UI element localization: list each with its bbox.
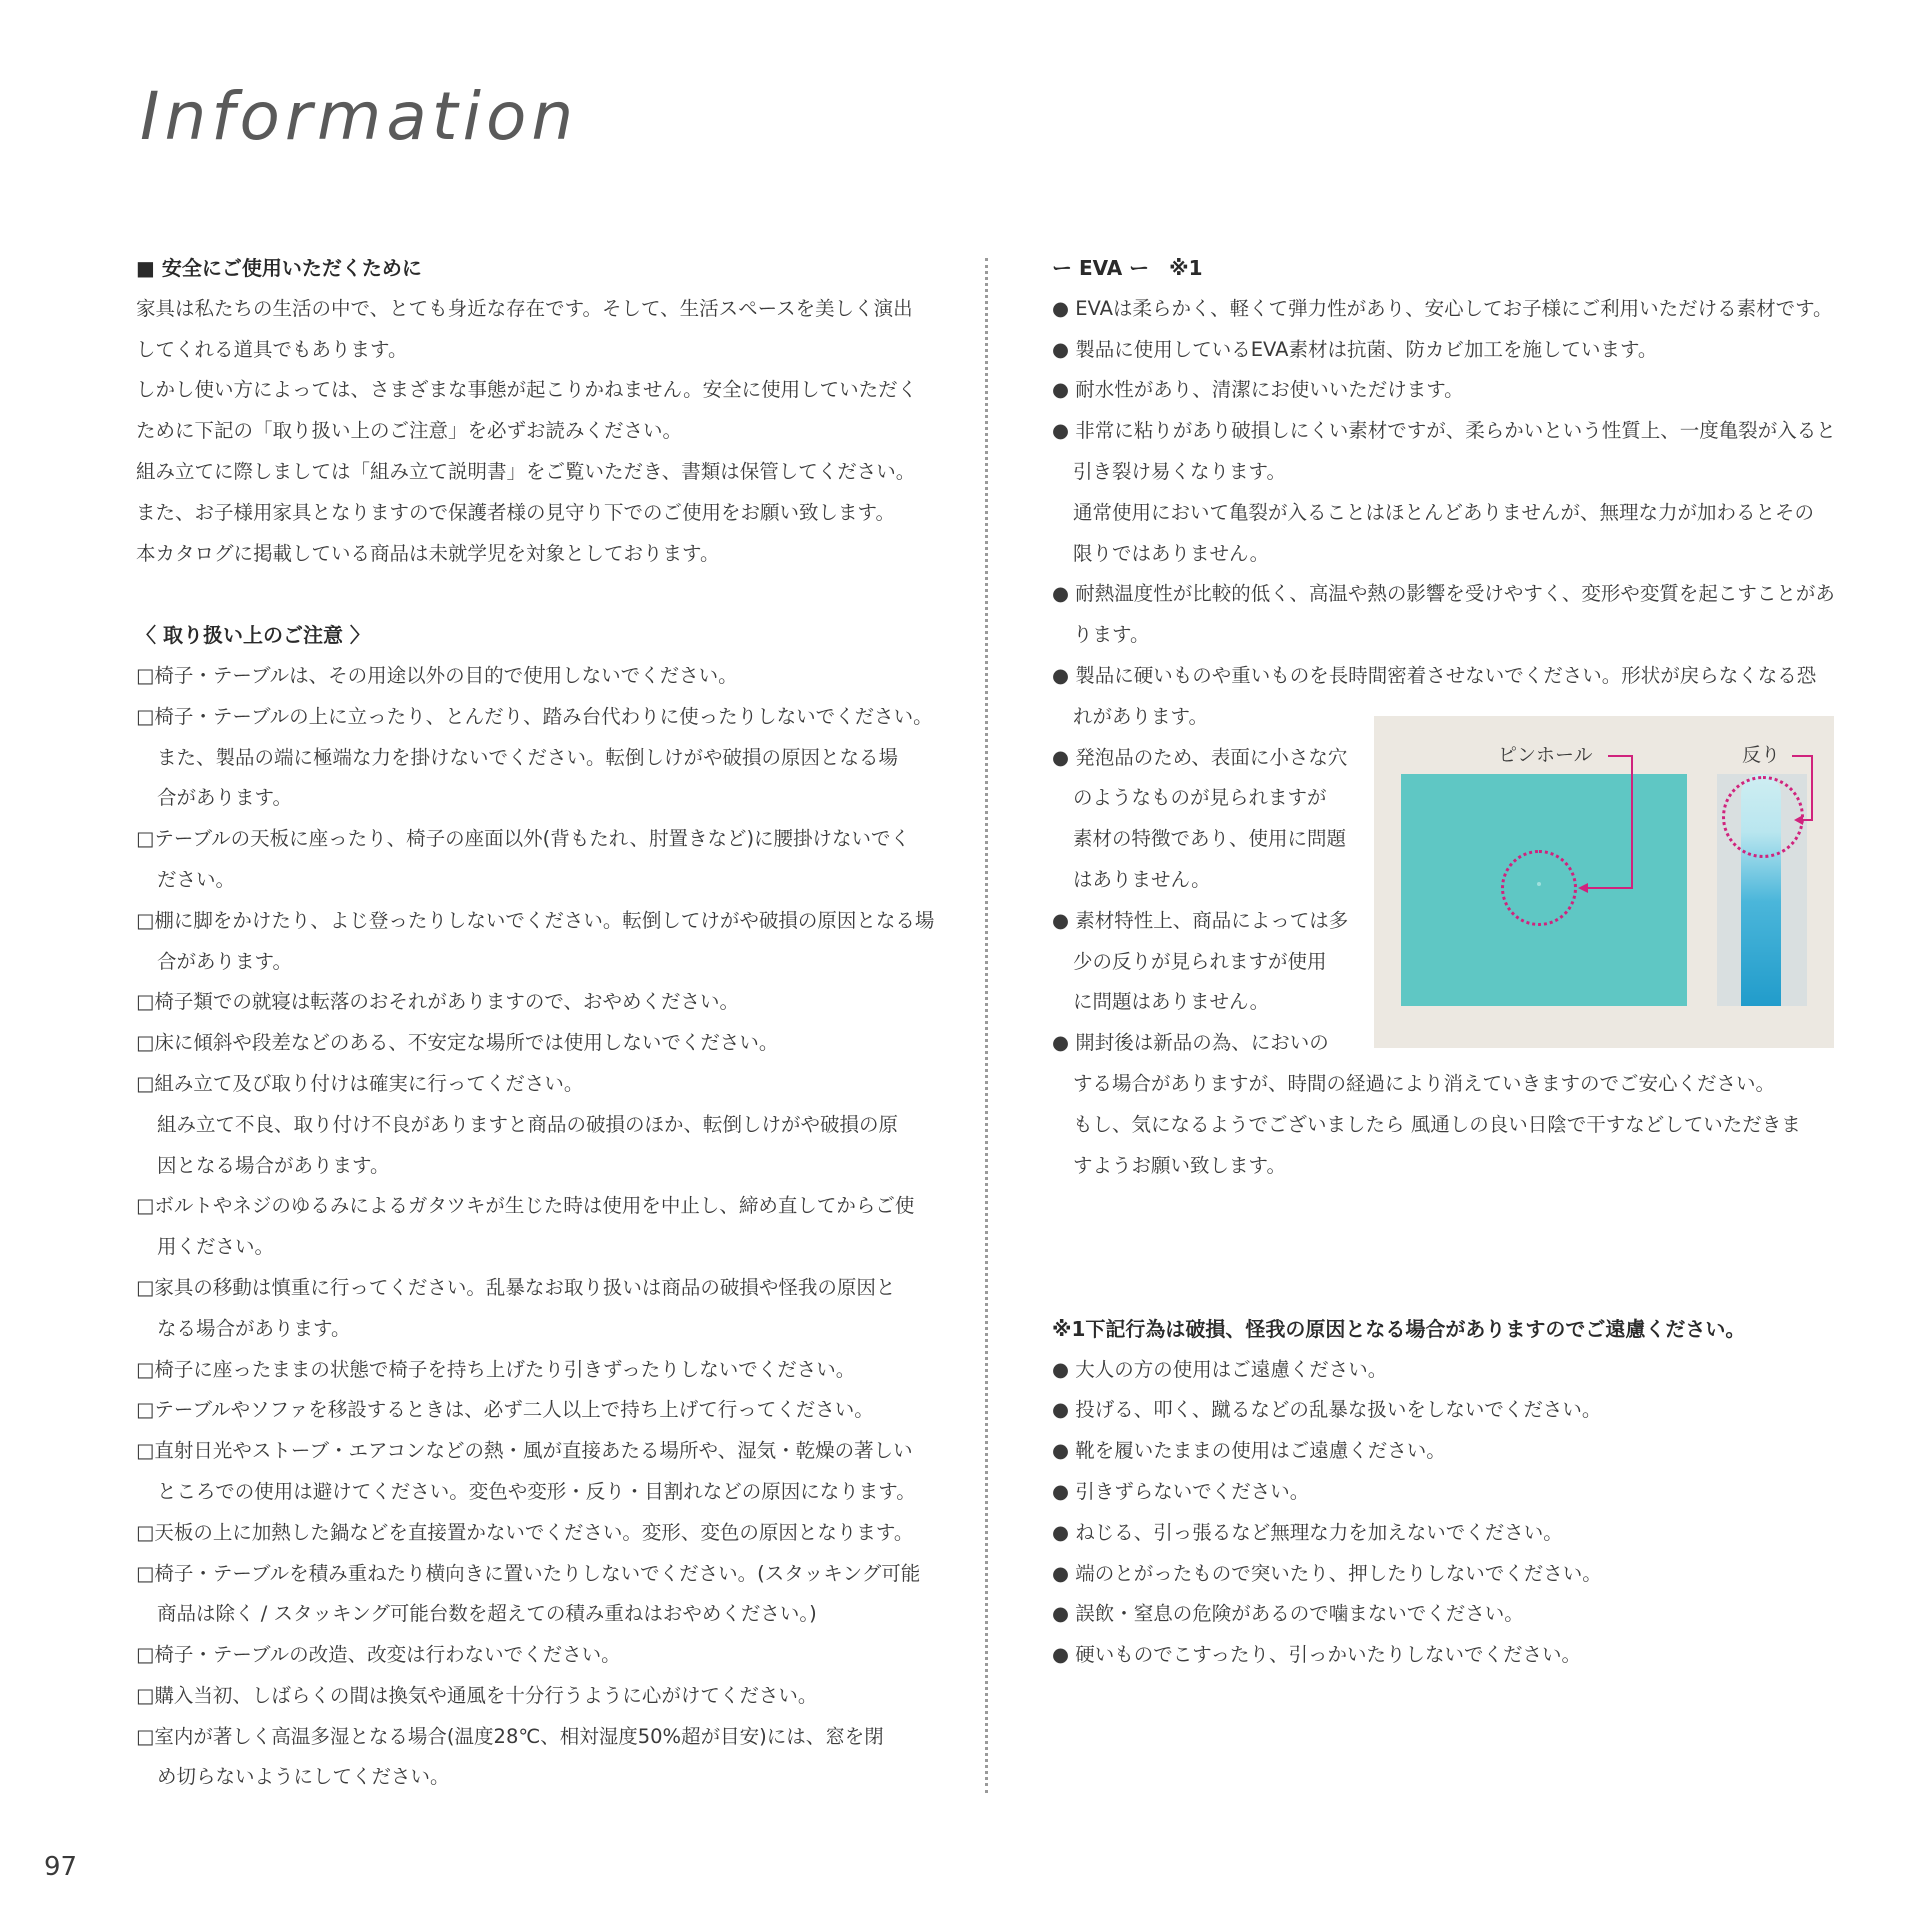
caution-item	[136, 819, 936, 901]
eva-line: ● 素材特性上、商品によっては多	[1052, 908, 1349, 932]
caution-line: □購入当初、しばらくの間は換気や通風を十分行うように心がけてください。	[136, 1683, 818, 1707]
intro-line: しかし使い方によっては、さまざまな事態が起こりかねません。安全に使用していただく	[136, 378, 918, 402]
caution-line: 合があります。	[157, 949, 292, 973]
caution-line: □椅子に座ったままの状態で椅子を持ち上げたり引きずったりしないでください。	[136, 1357, 856, 1381]
eva-item	[1052, 738, 1362, 901]
caution-line: □天板の上に加熱した鍋などを直接置かないでください。変形、変色の原因となります。	[136, 1520, 914, 1544]
safety-section	[136, 248, 936, 1798]
caution-item	[136, 982, 936, 1023]
eva-item	[1052, 330, 1852, 371]
caution-item	[136, 1676, 936, 1717]
eva-heading: ー EVA ー ※1	[1052, 256, 1203, 280]
caution-item	[136, 1390, 936, 1431]
caution-line: □室内が著しく高温多湿となる場合(温度28℃、相対湿度50%超が目安)には、窓を閉	[136, 1724, 884, 1748]
caution-line: 商品は除く / スタッキング可能台数を超えての積み重ねはおやめください。)	[157, 1602, 817, 1626]
caution-item	[136, 1554, 936, 1636]
eva-item	[1052, 370, 1852, 411]
eva-line: のようなものが見られますが	[1073, 786, 1327, 810]
caution-item	[136, 697, 936, 819]
eva-line: 限りではありません。	[1073, 541, 1270, 565]
caution-line: ところでの使用は避けてください。変色や変形・反り・目割れなどの原因になります。	[157, 1479, 916, 1503]
note-item: ● 大人の方の使用はご遠慮ください。	[1052, 1357, 1388, 1381]
eva-line: 引き裂け易くなります。	[1073, 459, 1286, 483]
eva-line: ● 非常に粘りがあり破損しにくい素材ですが、柔らかいという性質上、一度亀裂が入ると	[1052, 419, 1836, 443]
eva-line: はありません。	[1073, 867, 1211, 891]
intro-line: ために下記の「取り扱い上のご注意」を必ずお読みください。	[136, 419, 683, 443]
intro-line: 組み立てに際しましては「組み立て説明書」をご覧いただき、書類は保管してください。	[136, 459, 916, 483]
note-item: ● 誤飲・窒息の危険があるので噛まないでください。	[1052, 1602, 1524, 1626]
callout-arrows	[1374, 716, 1834, 1048]
caution-item	[136, 1513, 936, 1554]
eva-line: もし、気になるようでございましたら 風通しの良い日陰で干すなどしていただきま	[1073, 1112, 1801, 1136]
intro-line: 家具は私たちの生活の中で、とても身近な存在です。そして、生活スペースを美しく演出	[136, 296, 913, 320]
caution-line: □椅子・テーブルの改造、改変は行わないでください。	[136, 1643, 621, 1667]
eva-line: に問題はありません。	[1073, 990, 1270, 1014]
note-item: ● 硬いものでこすったり、引っかいたりしないでください。	[1052, 1643, 1582, 1667]
eva-line: ● 製品に使用しているEVA素材は抗菌、防カビ加工を施しています。	[1052, 337, 1658, 361]
caution-line: また、製品の端に極端な力を掛けないでください。転倒しけがや破損の原因となる場	[157, 745, 899, 769]
caution-line: □椅子・テーブルを積み重ねたり横向きに置いたりしないでください。(スタッキング可能	[136, 1561, 921, 1585]
caution-item	[136, 1717, 936, 1799]
eva-line: ● EVAは柔らかく、軽くて弾力性があり、安心してお子様にご利用いただける素材です。	[1052, 296, 1833, 320]
caution-line: 合があります。	[157, 786, 292, 810]
page-number: 97	[44, 1852, 78, 1882]
eva-line: ● 耐水性があり、清潔にお使いいただけます。	[1052, 378, 1464, 402]
caution-line: □組み立て及び取り付けは確実に行ってください。	[136, 1071, 584, 1095]
caution-item	[136, 1431, 936, 1513]
caution-line: □家具の移動は慎重に行ってください。乱暴なお取り扱いは商品の破損や怪我の原因と	[136, 1275, 896, 1299]
eva-line: ります。	[1073, 623, 1150, 647]
intro-text	[136, 289, 936, 575]
note-item: ● ねじる、引っ張るなど無理な力を加えないでください。	[1052, 1520, 1563, 1544]
note-heading: ※1下記行為は破損、怪我の原因となる場合がありますのでご遠慮ください。	[1052, 1316, 1746, 1341]
eva-line: 少の反りが見られますが使用	[1073, 949, 1327, 973]
eva-line: ● 耐熱温度性が比較的低く、高温や熱の影響を受けやすく、変形や変質を起こすことがあ	[1052, 582, 1835, 606]
column-divider	[985, 258, 988, 1793]
caution-item	[136, 901, 936, 983]
caution-line: □椅子・テーブルの上に立ったり、とんだり、踏み台代わりに使ったりしないでください。	[136, 704, 933, 728]
eva-line: すようお願い致します。	[1073, 1153, 1286, 1177]
caution-line: め切らないようにしてください。	[157, 1765, 450, 1789]
caution-item	[136, 1635, 936, 1676]
caution-line: □床に傾斜や段差などのある、不安定な場所では使用しないでください。	[136, 1031, 779, 1055]
eva-line: 素材の特徴であり、使用に問題	[1073, 827, 1347, 851]
eva-line: ● 発泡品のため、表面に小さな穴	[1052, 745, 1348, 769]
caution-line: □椅子類での就寝は転落のおそれがありますので、おやめください。	[136, 990, 740, 1014]
page-title: Information	[140, 78, 579, 155]
eva-item	[1052, 1023, 1362, 1064]
warp-label: 反り	[1742, 744, 1781, 766]
caution-item	[136, 1186, 936, 1268]
caution-line: 組み立て不良、取り付け不良がありますと商品の破損のほか、転倒しけがや破損の原	[157, 1112, 899, 1136]
intro-line: また、お子様用家具となりますので保護者様の見守り下でのご使用をお願い致します。	[136, 500, 895, 524]
pinhole-label: ピンホール	[1498, 744, 1593, 766]
caution-item	[136, 1268, 936, 1350]
caution-item	[136, 1023, 936, 1064]
caution-heading: 〈 取り扱い上のご注意 〉	[136, 623, 370, 648]
eva-line: 通常使用において亀裂が入ることはほとんどありませんが、無理な力が加わるとその	[1073, 500, 1815, 524]
eva-item	[1052, 901, 1362, 1023]
caution-line: □椅子・テーブルは、その用途以外の目的で使用しないでください。	[136, 663, 738, 687]
caution-line: なる場合があります。	[157, 1316, 351, 1340]
eva-sample-photo	[1374, 716, 1834, 1048]
caution-list	[136, 656, 936, 1798]
caution-line: ださい。	[157, 867, 236, 891]
caution-line: □ボルトやネジのゆるみによるガタツキが生じた時は使用を中止し、締め直してからご使	[136, 1194, 915, 1218]
caution-line: □棚に脚をかけたり、よじ登ったりしないでください。転倒してけがや破損の原因となる場	[136, 908, 935, 932]
eva-line: れがあります。	[1073, 704, 1208, 728]
intro-line: 本カタログに掲載している商品は未就学児を対象としております。	[136, 541, 720, 565]
note-item: ● 端のとがったもので突いたり、押したりしないでください。	[1052, 1561, 1602, 1585]
caution-item	[136, 656, 936, 697]
note-list	[1052, 1350, 1852, 1676]
eva-line: する場合がありますが、時間の経過により消えていきますのでご安心ください。	[1073, 1071, 1776, 1095]
eva-line: ● 開封後は新品の為、においの	[1052, 1031, 1329, 1055]
eva-item	[1052, 574, 1852, 656]
caution-line: 用ください。	[157, 1235, 275, 1259]
caution-line: □テーブルの天板に座ったり、椅子の座面以外(背もたれ、肘置きなど)に腰掛けないでく	[136, 827, 911, 851]
caution-item	[136, 1064, 936, 1186]
note-item: ● 引きずらないでください。	[1052, 1479, 1310, 1503]
caution-line: 因となる場合があります。	[157, 1153, 390, 1177]
note-item: ● 投げる、叩く、蹴るなどの乱暴な扱いをしないでください。	[1052, 1398, 1602, 1422]
caution-item	[136, 1350, 936, 1391]
eva-item	[1052, 411, 1852, 574]
safety-heading: ■ 安全にご使用いただくために	[136, 256, 422, 280]
eva-item	[1052, 289, 1852, 330]
intro-line: してくれる道具でもあります。	[136, 337, 408, 361]
caution-line: □テーブルやソファを移設するときは、必ず二人以上で持ち上げて行ってください。	[136, 1398, 874, 1422]
note-item: ● 靴を履いたままの使用はご遠慮ください。	[1052, 1439, 1446, 1463]
caution-line: □直射日光やストーブ・エアコンなどの熱・風が直接あたる場所や、湿気・乾燥の著しい	[136, 1439, 913, 1463]
eva-line: ● 製品に硬いものや重いものを長時間密着させないでください。形状が戻らなくなる恐	[1052, 663, 1817, 687]
